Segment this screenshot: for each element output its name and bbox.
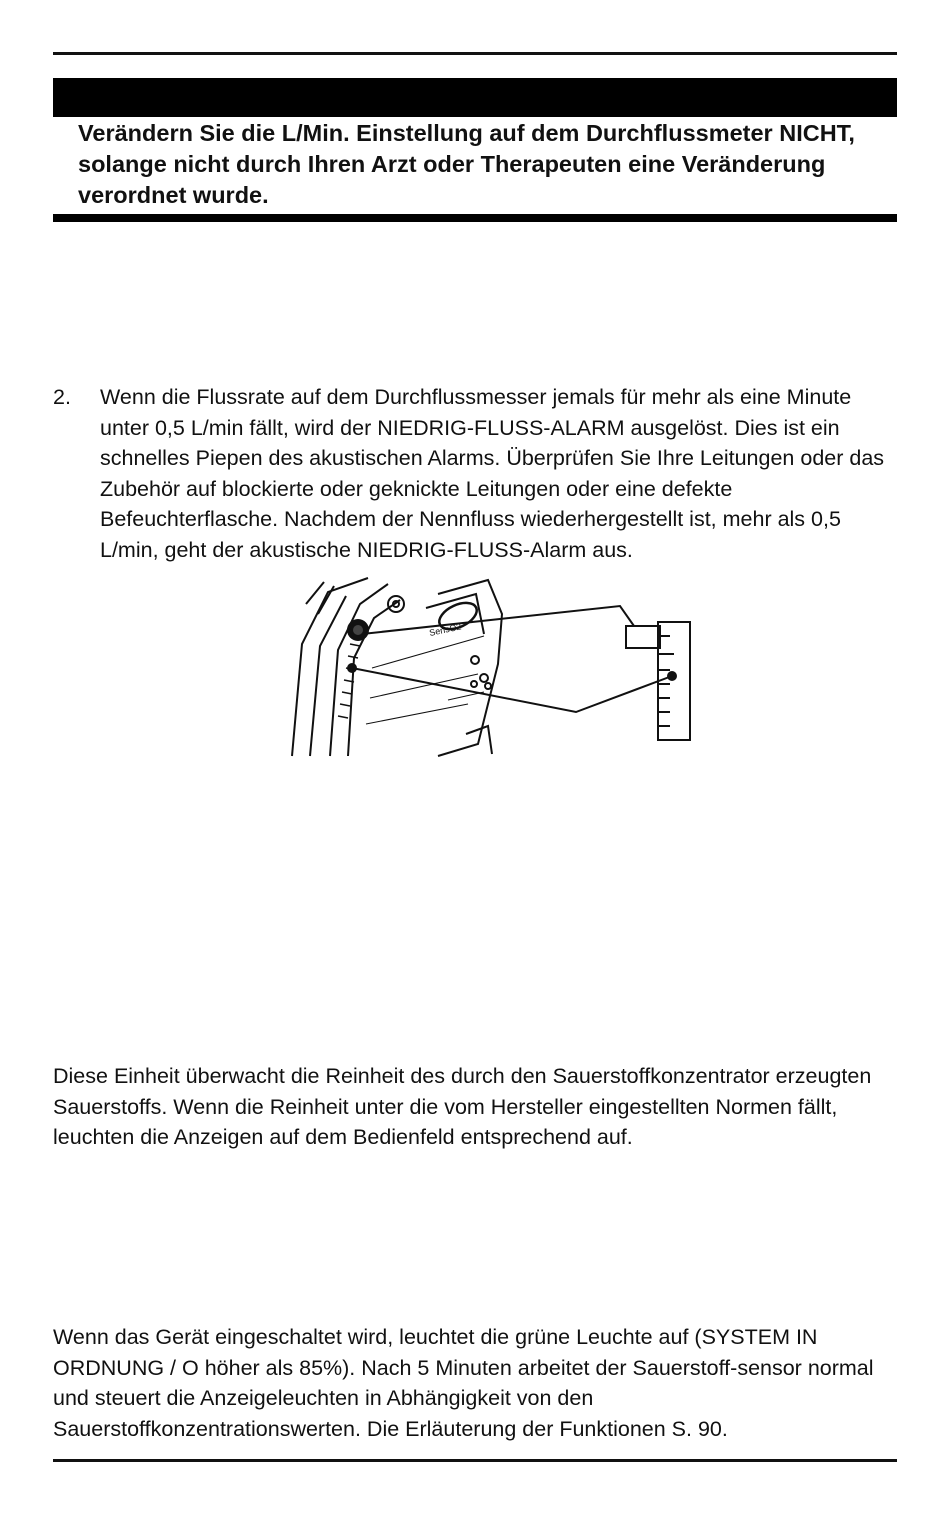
warning-text: Verändern Sie die L/Min. Einstellung auf dem Durchflussmeter NICHT, solange nicht durch Ihren Arzt oder Therapeuten eine Veränderung verordnet wurde. [78,120,855,208]
warning-header-bar [53,78,897,117]
top-rule [53,52,897,55]
bottom-rule [53,1459,897,1462]
flowmeter-drawing [288,574,692,758]
warning-bottom-rule [53,214,897,222]
flowmeter-scale-ticks [338,644,360,718]
concentrator-panel-sketch [292,578,502,756]
step-text: Wenn die Flussrate auf dem Durchflussmesser jemals für mehr als eine Minute unter 0,5 L/min fällt, wird der NIEDRIG-FLUSS-ALARM ausgelöst. Dies ist ein schnelles Piepen des akustischen Alarms. Überprüfen Sie Ihre Leitungen oder das Zubehör auf blockierte oder geknickte Leitungen oder eine defekte Befeuchterflasche. Nachdem der Nennfluss wiederhergestellt ist, mehr als 0,5 L/min, geht der akustische NIEDRIG-FLUSS-Alarm aus. [100,385,885,562]
flowmeter-illustration [288,574,692,758]
callout-lines [352,606,672,712]
startup-paragraph: Wenn das Gerät eingeschaltet wird, leuchtet die grüne Leuchte auf (SYSTEM IN ORDNUNG / O höher als 85%). Nach 5 Minuten arbeitet der Sauerstoff-sensor normal und steuert die Anzeigeleuchten in Abhängigkeit von den Sauerstoffkonzentrationswerten. Die Erläuterung der Funktionen S. 90. [53,1325,874,1441]
step-number: 2. [53,385,71,409]
panel-label: SensO2 [428,621,463,638]
zoomed-flowmeter-ball [667,671,677,681]
zoomed-flowmeter [626,622,690,740]
purity-monitor-paragraph: Diese Einheit überwacht die Reinheit des durch den Sauerstoffkonzentrator erzeugten Sauerstoffs. Wenn die Reinheit unter die vom Hersteller eingestellten Normen fällt, leuchten die Anzeigen auf dem Bedienfeld entsprechend auf. [53,1064,872,1149]
